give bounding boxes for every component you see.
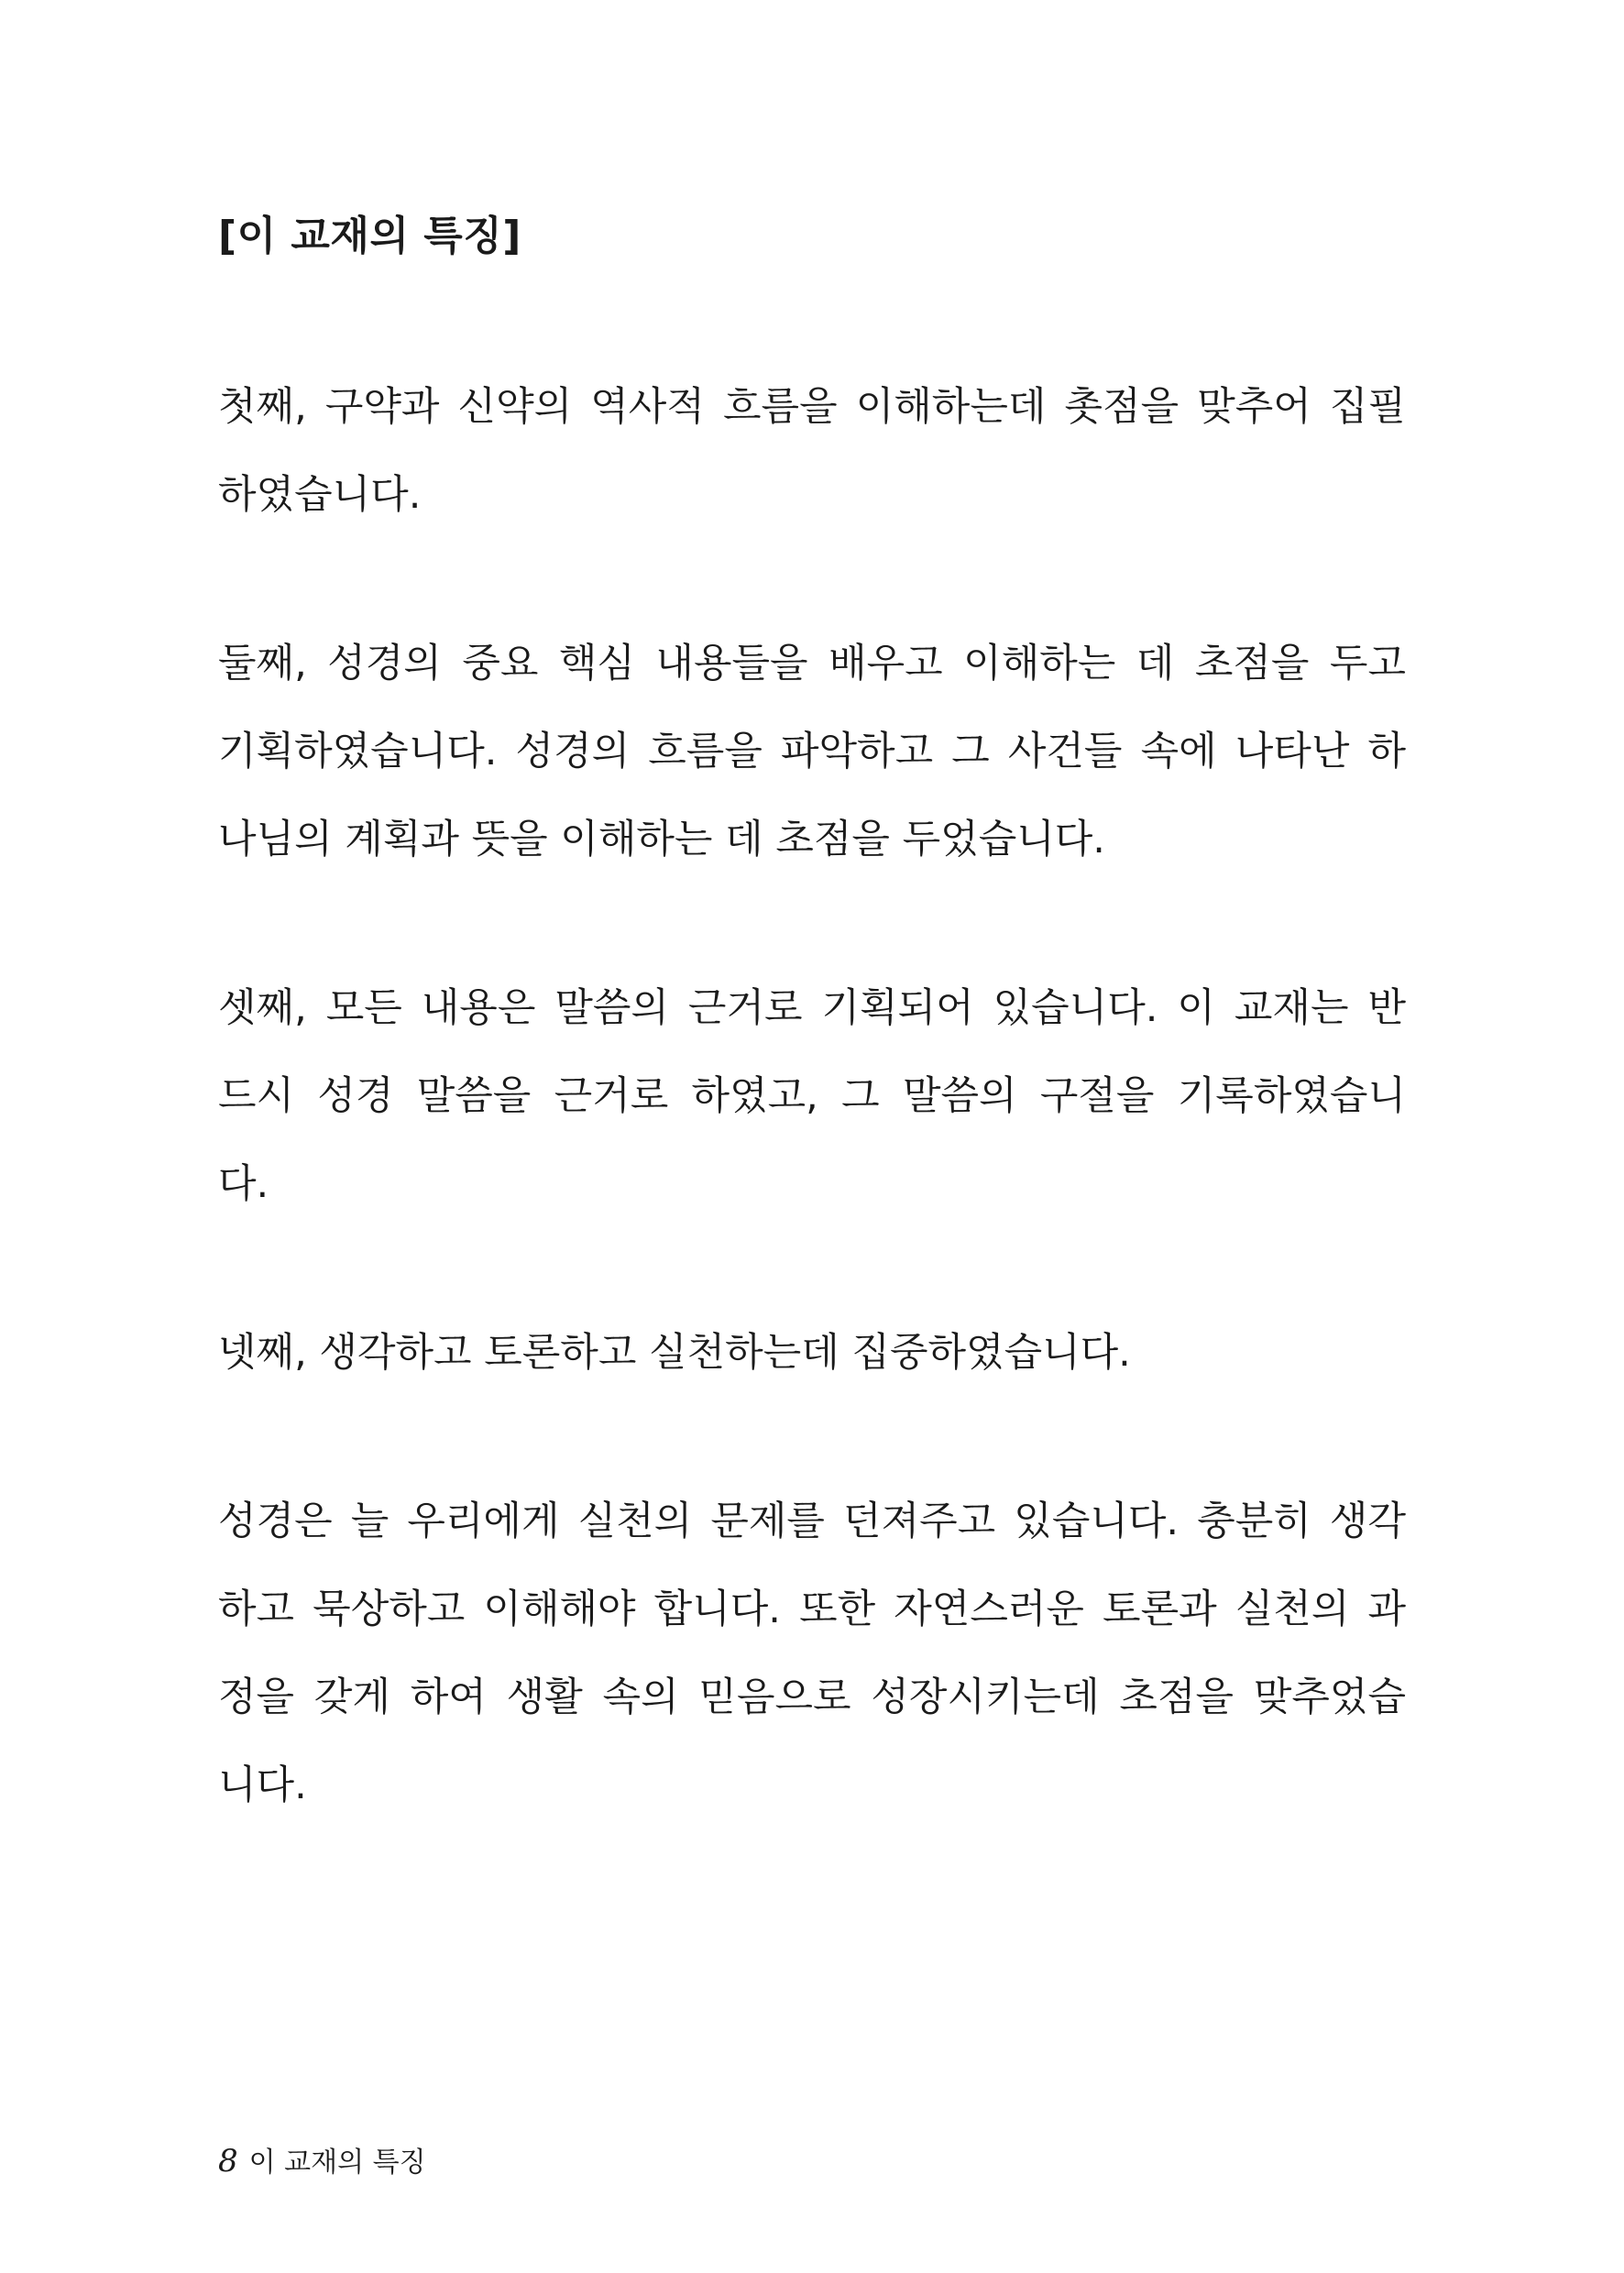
page-number: 8	[218, 2143, 238, 2180]
page-title: [이 교재의 특징]	[218, 213, 521, 259]
paragraph-line: 첫째, 구약과 신약의 역사적 흐름을 이해하는데 촛점을 맞추어 집필	[218, 384, 1406, 430]
paragraph-line: 다.	[218, 1161, 269, 1207]
paragraph-fourth	[218, 1309, 1406, 1397]
paragraph-second	[218, 620, 1406, 884]
paragraph-first	[218, 363, 1406, 539]
paragraph-line: 정을 갖게 하여 생활 속의 믿음으로 성장시키는데 초점을 맞추었습	[218, 1675, 1406, 1720]
paragraph-line: 성경은 늘 우리에게 실천의 문제를 던져주고 있습니다. 충분히 생각	[218, 1499, 1406, 1544]
page-footer	[218, 2141, 426, 2183]
paragraph-line: 하였습니다.	[218, 472, 422, 518]
paragraph-line: 니다.	[218, 1762, 307, 1808]
paragraph-line: 넷째, 생각하고 토론하고 실천하는데 집중하였습니다.	[218, 1330, 1131, 1376]
paragraph-line: 하고 묵상하고 이해해야 합니다. 또한 자연스러운 토론과 실천의 과	[218, 1587, 1406, 1632]
footer-section-title: 이 교재의 특징	[248, 2147, 426, 2179]
paragraph-line: 나님의 계획과 뜻을 이해하는 데 초점을 두었습니다.	[218, 817, 1105, 862]
paragraph-line: 드시 성경 말씀을 근거로 하였고, 그 말씀의 구절을 기록하였습니	[218, 1073, 1406, 1119]
paragraph-fifth	[218, 1477, 1406, 1829]
paragraph-line: 둘째, 성경의 중요 핵심 내용들을 배우고 이해하는 데 초점을 두고	[218, 641, 1406, 686]
paragraph-line: 기획하였습니다. 성경의 흐름을 파악하고 그 사건들 속에 나타난 하	[218, 729, 1406, 774]
paragraph-third	[218, 964, 1406, 1228]
paragraph-line: 셋째, 모든 내용은 말씀의 근거로 기획되어 있습니다. 이 교재는 반	[218, 985, 1406, 1031]
